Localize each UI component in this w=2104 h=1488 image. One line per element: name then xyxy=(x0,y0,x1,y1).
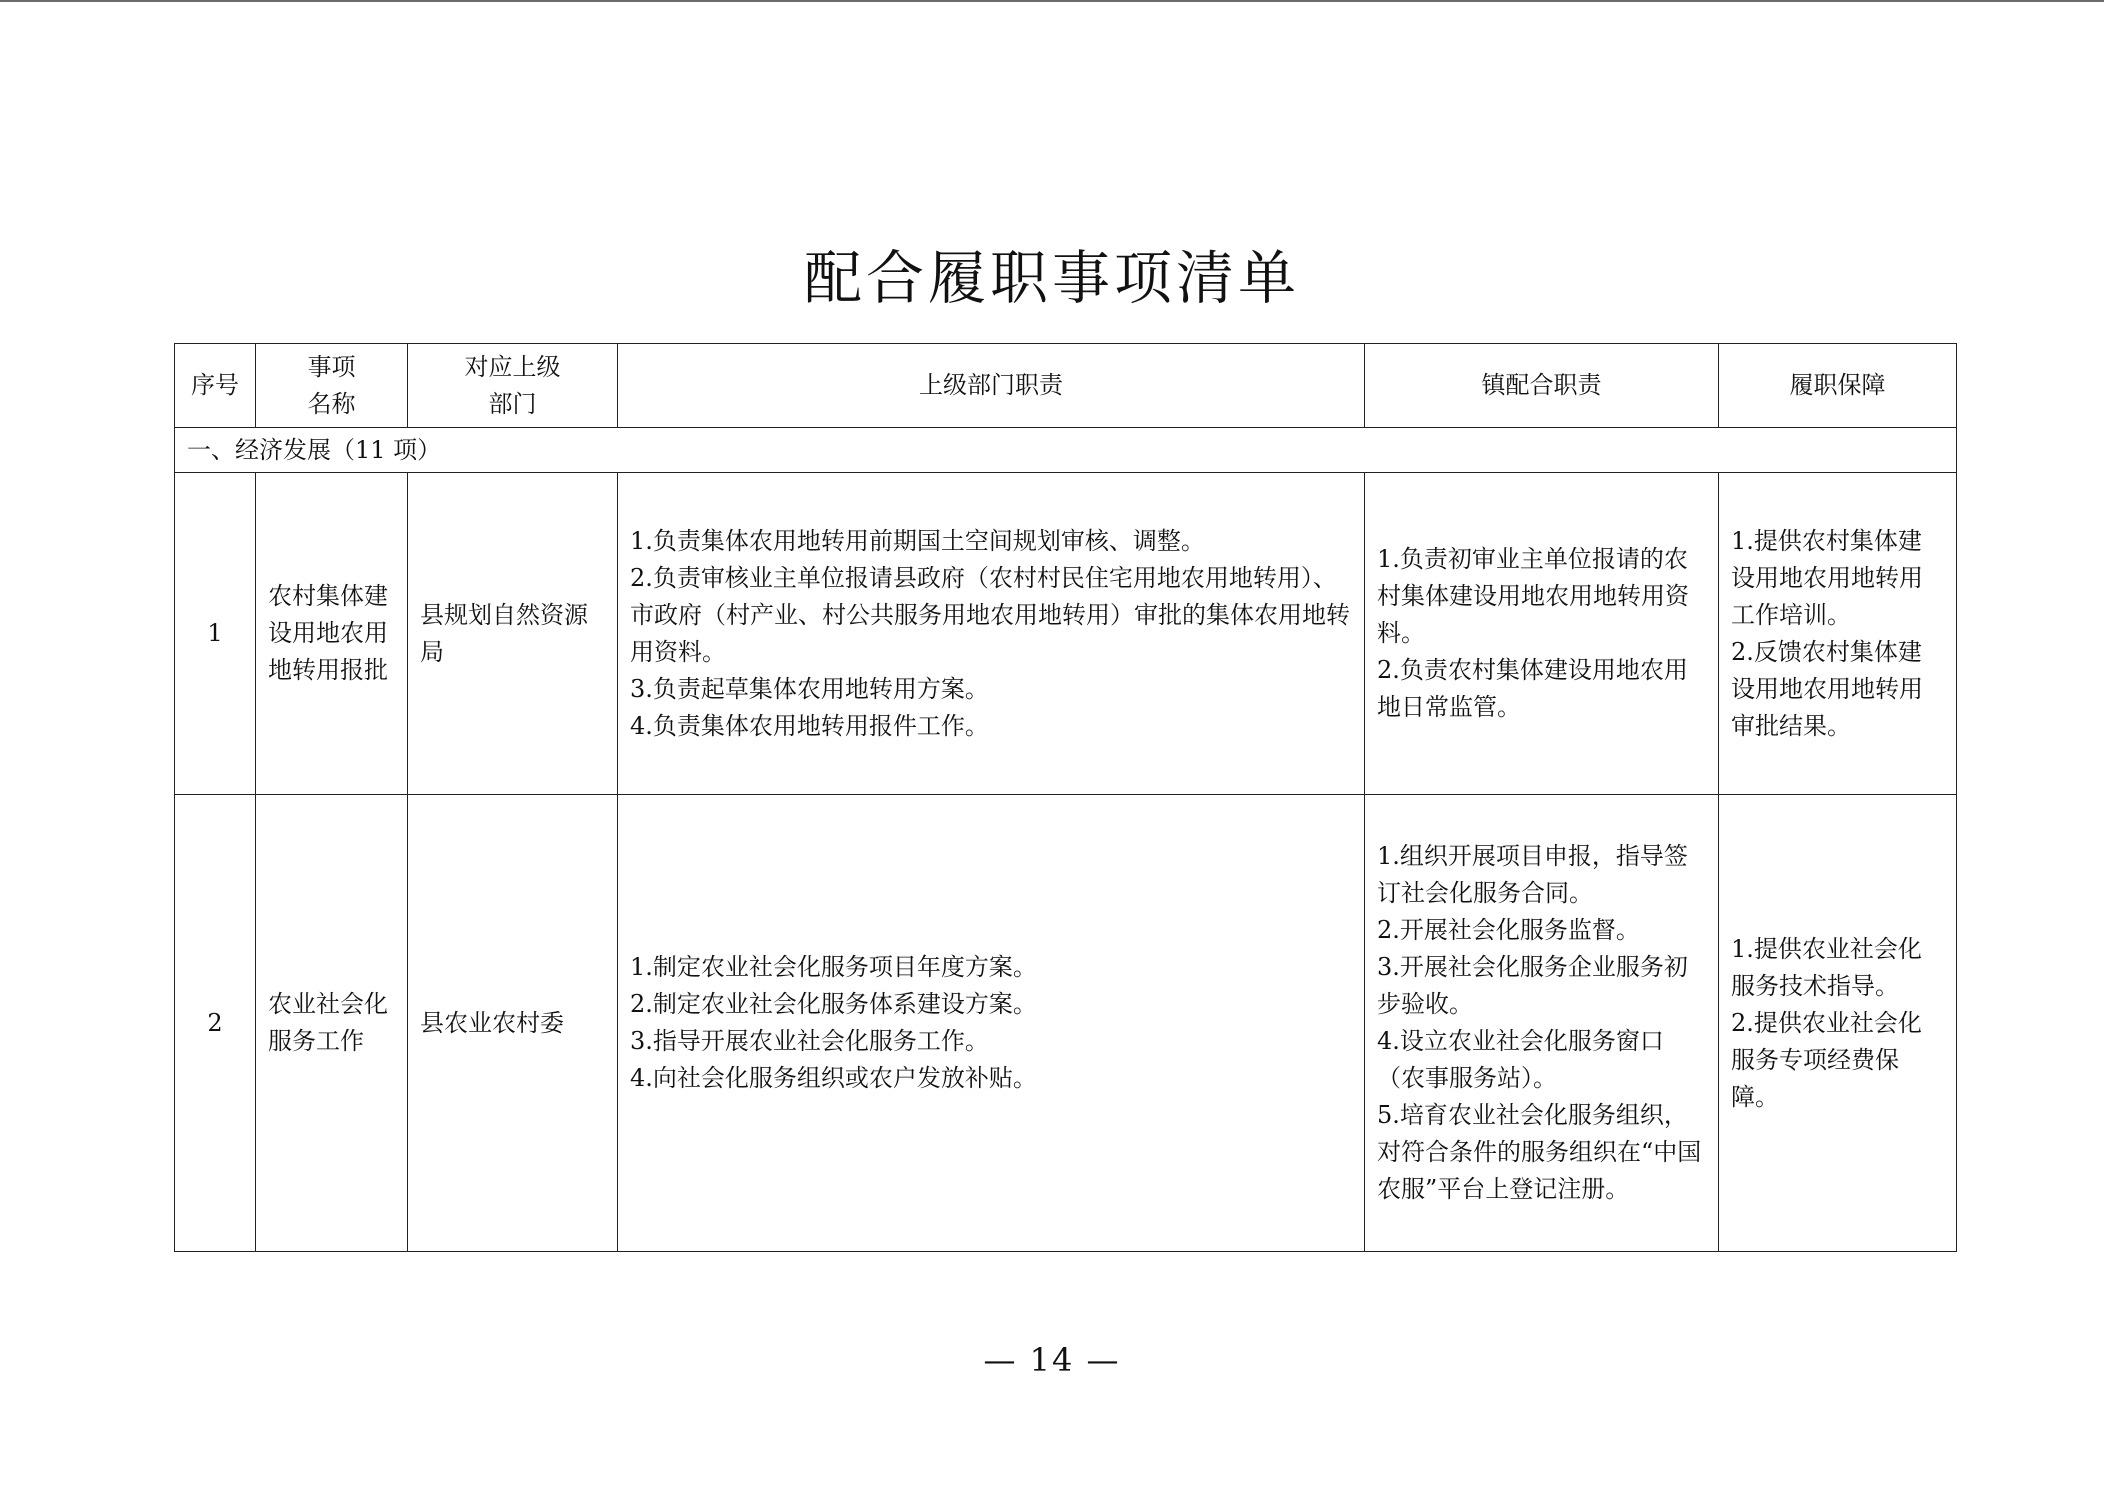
row-seq: 2 xyxy=(175,795,256,1252)
row-upper-duties: 1.负责集体农用地转用前期国土空间规划审核、调整。 2.负责审核业主单位报请县政府（农村村民住宅用地农用地转用）、市政府（村产业、村公共服务用地农用地转用）审批的集体农用地转用资料。 3.负责起草集体农用地转用方案。 4.负责集体农用地转用报件工作。 xyxy=(618,473,1365,795)
duty-table xyxy=(174,343,1957,1252)
row-guarantee: 1.提供农村集体建设用地农用地转用工作培训。 2.反馈农村集体建设用地农用地转用审批结果。 xyxy=(1719,473,1957,795)
row-upper-dept: 县规划自然资源局 xyxy=(408,473,618,795)
header-item-name: 事项 名称 xyxy=(256,344,408,428)
table-header-row xyxy=(175,344,1957,428)
page-title: 配合履职事项清单 xyxy=(803,244,1300,312)
row-town-duties: 1.负责初审业主单位报请的农村集体建设用地农用地转用资料。 2.负责农村集体建设用地农用地日常监管。 xyxy=(1365,473,1719,795)
header-seq: 序号 xyxy=(175,344,256,428)
row-seq: 1 xyxy=(175,473,256,795)
section-title: 一、经济发展（11 项） xyxy=(175,428,1957,473)
header-town-duties: 镇配合职责 xyxy=(1365,344,1719,428)
table-row xyxy=(175,795,1957,1252)
header-upper-duties: 上级部门职责 xyxy=(618,344,1365,428)
row-item-name: 农业社会化服务工作 xyxy=(256,795,408,1252)
row-guarantee: 1.提供农业社会化服务技术指导。 2.提供农业社会化服务专项经费保障。 xyxy=(1719,795,1957,1252)
header-upper-dept: 对应上级 部门 xyxy=(408,344,618,428)
header-guarantee: 履职保障 xyxy=(1719,344,1957,428)
top-border-line xyxy=(0,0,2104,2)
row-upper-duties: 1.制定农业社会化服务项目年度方案。 2.制定农业社会化服务体系建设方案。 3.指导开展农业社会化服务工作。 4.向社会化服务组织或农户发放补贴。 xyxy=(618,795,1365,1252)
table-row xyxy=(175,473,1957,795)
row-item-name: 农村集体建设用地农用地转用报批 xyxy=(256,473,408,795)
row-upper-dept: 县农业农村委 xyxy=(408,795,618,1252)
row-town-duties: 1.组织开展项目申报，指导签订社会化服务合同。 2.开展社会化服务监督。 3.开展社会化服务企业服务初步验收。 4.设立农业社会化服务窗口（农事服务站）。 5.培育农业社会化服务组织，对符合条件的服务组织在“中国农服”平台上登记注册。 xyxy=(1365,795,1719,1252)
section-row xyxy=(175,428,1957,473)
page-number: — 14 — xyxy=(983,1341,1121,1379)
